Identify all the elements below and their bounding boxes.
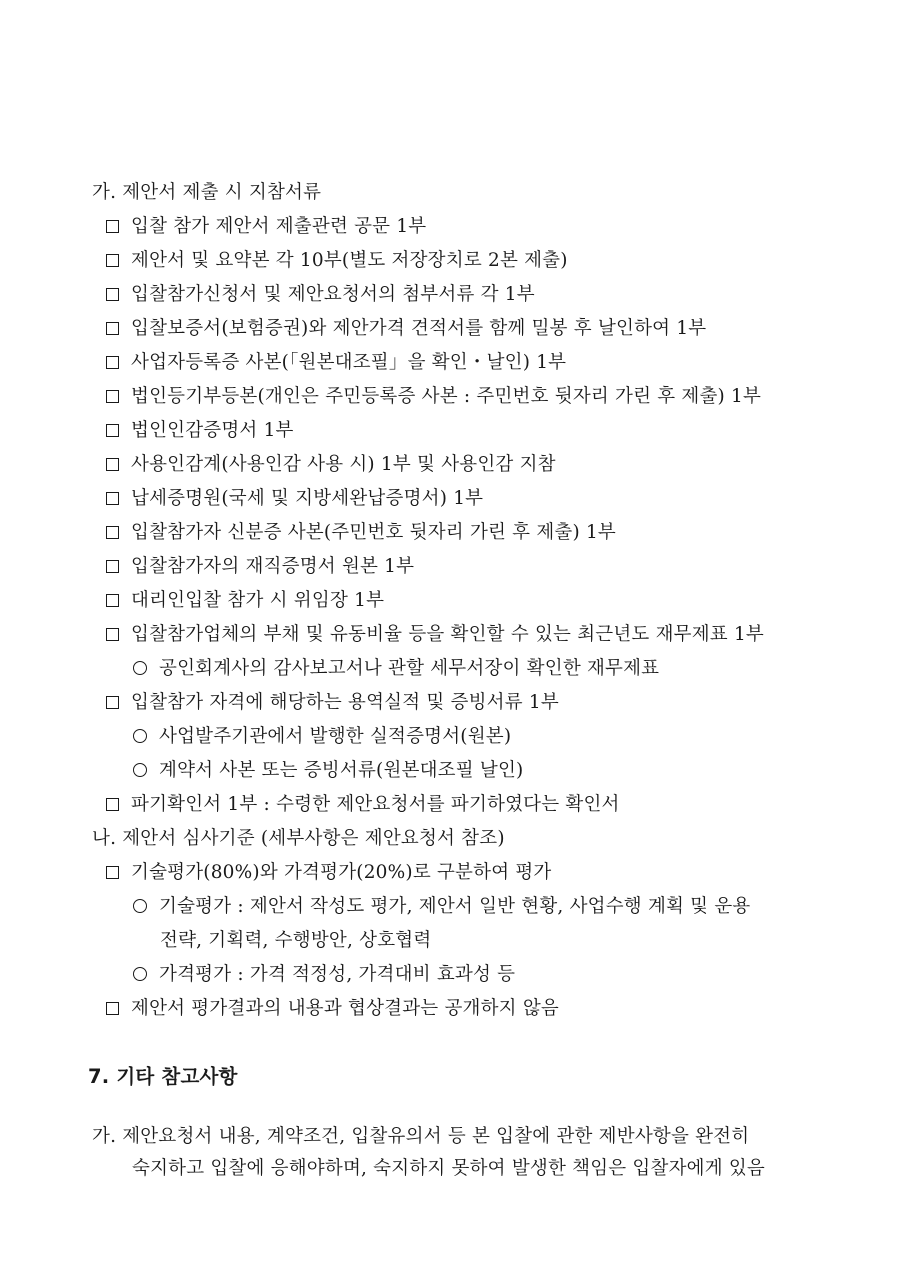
section-7-heading: 7. 기타 참고사항 bbox=[88, 1065, 238, 1088]
checkbox-icon bbox=[106, 356, 119, 369]
checkbox-icon bbox=[106, 798, 119, 811]
checkbox-icon bbox=[106, 458, 119, 471]
checklist-item: 입찰보증서(보험증권)와 제안가격 견적서를 함께 밀봉 후 날인하여 1부 bbox=[106, 316, 706, 342]
checklist-item: 입찰참가신청서 및 제안요청서의 첨부서류 각 1부 bbox=[106, 282, 535, 308]
section-7-paragraph-line1: 가. 제안요청서 내용, 계약조건, 입찰유의서 등 본 입찰에 관한 제반사항을 완전히 bbox=[92, 1126, 750, 1147]
sub-item: 계약서 사본 또는 증빙서류(원본대조필 날인) bbox=[133, 758, 523, 784]
checklist-item: 사용인감계(사용인감 사용 시) 1부 및 사용인감 지참 bbox=[106, 452, 556, 478]
checkbox-icon bbox=[106, 288, 119, 301]
checkbox-icon bbox=[106, 594, 119, 607]
checkbox-icon bbox=[106, 628, 119, 641]
checklist-item: 제안서 및 요약본 각 10부(별도 저장장치로 2본 제출) bbox=[106, 248, 568, 274]
checkbox-icon bbox=[106, 696, 119, 709]
checklist-item: 기술평가(80%)와 가격평가(20%)로 구분하여 평가 bbox=[106, 860, 552, 886]
checklist-item: 입찰참가 자격에 해당하는 용역실적 및 증빙서류 1부 bbox=[106, 690, 559, 716]
sub-item-continuation: 전략, 기획력, 수행방안, 상호협력 bbox=[160, 930, 432, 951]
checkbox-icon bbox=[106, 424, 119, 437]
checklist-item: 파기확인서 1부 : 수령한 제안요청서를 파기하였다는 확인서 bbox=[106, 792, 620, 818]
checklist-item: 입찰 참가 제안서 제출관련 공문 1부 bbox=[106, 214, 426, 240]
checklist-item: 사업자등록증 사본(「원본대조필」을 확인・날인) 1부 bbox=[106, 350, 566, 376]
sub-item: 사업발주기관에서 발행한 실적증명서(원본) bbox=[133, 724, 511, 750]
checkbox-icon bbox=[106, 322, 119, 335]
sub-item: 기술평가 : 제안서 작성도 평가, 제안서 일반 현황, 사업수행 계획 및 운용 bbox=[133, 894, 750, 920]
checklist-item: 입찰참가자 신분증 사본(주민번호 뒷자리 가린 후 제출) 1부 bbox=[106, 520, 616, 546]
checklist-item: 납세증명원(국세 및 지방세완납증명서) 1부 bbox=[106, 486, 483, 512]
checkbox-icon bbox=[106, 866, 119, 879]
circle-bullet-icon bbox=[133, 763, 147, 777]
checkbox-icon bbox=[106, 390, 119, 403]
circle-bullet-icon bbox=[133, 899, 147, 913]
checkbox-icon bbox=[106, 220, 119, 233]
circle-bullet-icon bbox=[133, 967, 147, 981]
checklist-item: 입찰참가자의 재직증명서 원본 1부 bbox=[106, 554, 414, 580]
checklist-item: 입찰참가업체의 부채 및 유동비율 등을 확인할 수 있는 최근년도 재무제표 1부 bbox=[106, 622, 764, 648]
checkbox-icon bbox=[106, 492, 119, 505]
section-7-paragraph-line2: 숙지하고 입찰에 응해야하며, 숙지하지 못하여 발생한 책임은 입찰자에게 있음 bbox=[132, 1158, 766, 1179]
checkbox-icon bbox=[106, 254, 119, 267]
checkbox-icon bbox=[106, 560, 119, 573]
checklist-item: 법인등기부등본(개인은 주민등록증 사본 : 주민번호 뒷자리 가린 후 제출) 1부 bbox=[106, 384, 761, 410]
checkbox-icon bbox=[106, 526, 119, 539]
section-ga-title: 가. 제안서 제출 시 지참서류 bbox=[92, 182, 322, 203]
checkbox-icon bbox=[106, 1002, 119, 1015]
circle-bullet-icon bbox=[133, 729, 147, 743]
checklist-item: 법인인감증명서 1부 bbox=[106, 418, 294, 444]
section-na-title: 나. 제안서 심사기준 (세부사항은 제안요청서 참조) bbox=[92, 828, 505, 849]
sub-item: 공인회계사의 감사보고서나 관할 세무서장이 확인한 재무제표 bbox=[133, 656, 659, 682]
checklist-item: 제안서 평가결과의 내용과 협상결과는 공개하지 않음 bbox=[106, 996, 559, 1022]
checklist-item: 대리인입찰 참가 시 위임장 1부 bbox=[106, 588, 384, 614]
sub-item: 가격평가 : 가격 적정성, 가격대비 효과성 등 bbox=[133, 962, 515, 988]
circle-bullet-icon bbox=[133, 661, 147, 675]
